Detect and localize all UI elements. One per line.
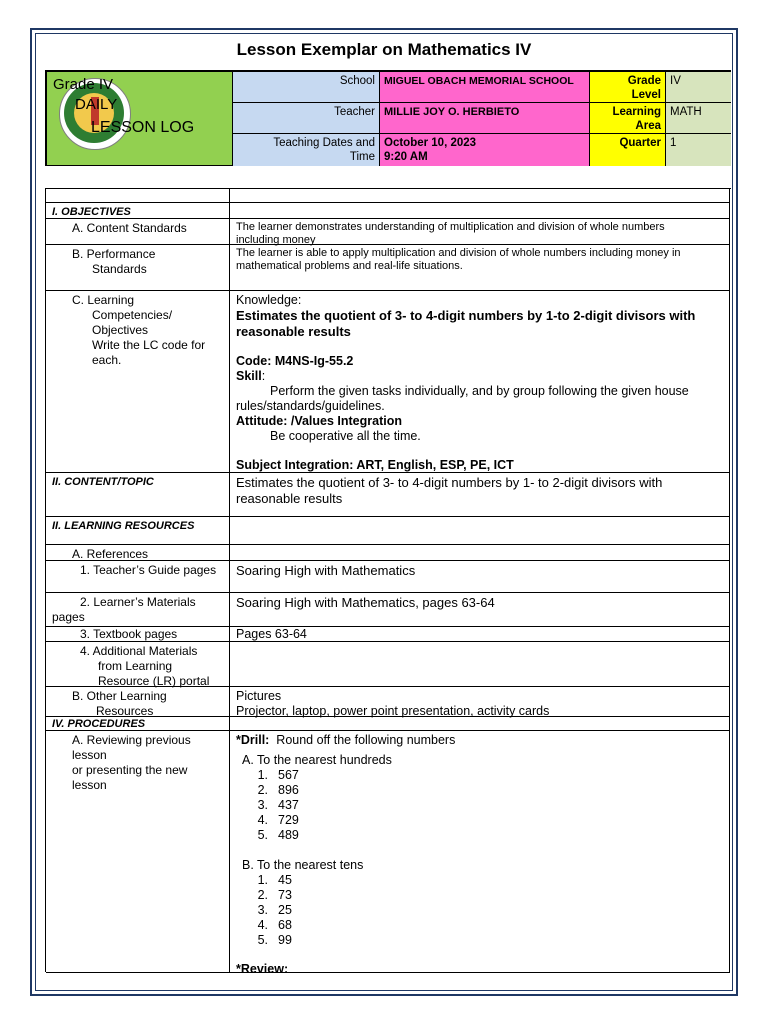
content-topic-value: Estimates the quotient of 3- to 4-digit numbers by 1- to 2-digit divisors with reasonable results: [230, 473, 730, 516]
learning-competencies-value: Knowledge: Estimates the quotient of 3- to 4-digit numbers by 1-to 2-digit divisors with reasonable results Code: M4NS-Ig-55.2 Skill: Perform the given tasks individually, and by group following the given house rules/standards/guidelines. Attitude: /Values Integration Be cooperative all the time. Subject Integration: ART, English, ESP, PE, ICT: [230, 291, 730, 472]
list-number: 4.: [257, 813, 268, 827]
learners-materials-label: 2. Learner’s Materials pages: [46, 593, 230, 626]
procedures-label: IV. PROCEDURES: [46, 717, 230, 730]
table-row-content-topic: [46, 473, 730, 517]
hundreds-list: [236, 768, 723, 843]
list-item: [236, 888, 723, 903]
list-value: 729: [278, 813, 299, 827]
list-item: [236, 918, 723, 933]
learning-area-label: Learning Area: [590, 103, 666, 134]
learning-area-value: MATH: [666, 103, 731, 134]
teachers-guide-value: Soaring High with Mathematics: [230, 561, 730, 592]
table-row-objectives: [46, 203, 730, 219]
reviewing-value: *Drill: Round off the following numbers A. To the nearest hundreds 1. 567 2. 896 3. 437 4. 729 5. 489 B. To the nearest tens 1. 45 2. 73 3. 25 4. 68 5. 99 *Review:: [230, 731, 730, 972]
list-number: 1.: [257, 768, 268, 782]
textbook-value: Pages 63-64: [230, 627, 730, 641]
learning-competencies-label: C. Learning Competencies/ Objectives Write the LC code for each.: [46, 291, 230, 472]
list-value: 25: [278, 903, 292, 917]
learning-resources-label: II. LEARNING RESOURCES: [46, 517, 230, 544]
list-number: 3.: [257, 798, 268, 812]
table-row-other-learning-resources: [46, 687, 730, 717]
school-value: MIGUEL OBACH MEMORIAL SCHOOL: [380, 72, 590, 103]
list-value: 45: [278, 873, 292, 887]
teacher-value: MILLIE JOY O. HERBIETO: [380, 103, 590, 134]
table-row-procedures: [46, 717, 730, 731]
list-value: 567: [278, 768, 299, 782]
dates-value: October 10, 2023 9:20 AM: [380, 134, 590, 166]
list-item: [236, 873, 723, 888]
list-value: 437: [278, 798, 299, 812]
additional-materials-label: 4. Additional Materials from Learning Resource (LR) portal: [46, 642, 230, 686]
table-row-performance-standards: [46, 245, 730, 291]
table-row-learners-materials: [46, 593, 730, 627]
review-label: *Review:: [236, 962, 289, 976]
learners-materials-value: Soaring High with Mathematics, pages 63-64: [230, 593, 730, 626]
content-standards-value: The learner demonstrates understanding of multiplication and division of whole numbers including money: [230, 219, 730, 244]
list-item: [236, 828, 723, 843]
table-row-additional-materials: [46, 642, 730, 687]
grade-level-label: Grade Level: [590, 72, 666, 103]
list-item: [236, 798, 723, 813]
list-number: 2.: [257, 888, 268, 902]
school-label: School: [233, 72, 380, 103]
references-label: A. References: [46, 545, 230, 560]
list-number: 1.: [257, 873, 268, 887]
table-row-blank: [46, 189, 730, 203]
table-row-content-standards: [46, 219, 730, 245]
tens-list: [236, 873, 723, 948]
list-item: [236, 768, 723, 783]
lesson-table: [45, 188, 731, 976]
list-item: [236, 933, 723, 948]
textbook-label: 3. Textbook pages: [46, 627, 230, 641]
list-number: 3.: [257, 903, 268, 917]
content-standards-label: A. Content Standards: [46, 219, 230, 244]
grade-level-value: IV: [666, 72, 731, 103]
performance-standards-value: The learner is able to apply multiplication and division of whole numbers including money in mathematical problems and real-life situations.: [230, 245, 730, 290]
lesson-log-title: LESSON LOG: [91, 119, 195, 136]
list-item: [236, 783, 723, 798]
objectives-heading: I. OBJECTIVES: [46, 203, 230, 218]
table-row-textbook: [46, 627, 730, 642]
other-learning-resources-label: B. Other Learning Resources: [46, 687, 230, 716]
content-topic-label: II. CONTENT/TOPIC: [46, 473, 230, 516]
list-number: 4.: [257, 918, 268, 932]
table-row-teachers-guide: [46, 561, 730, 593]
list-number: 5.: [257, 933, 268, 947]
list-item: [236, 903, 723, 918]
document-title: Lesson Exemplar on Mathematics IV: [236, 40, 532, 59]
dates-label: Teaching Dates and Time: [233, 134, 380, 166]
list-value: 99: [278, 933, 292, 947]
list-item: [236, 813, 723, 828]
tens-heading: B. To the nearest tens: [242, 858, 364, 872]
table-row-reviewing: [46, 731, 730, 976]
list-value: 489: [278, 828, 299, 842]
hundreds-heading: A. To the nearest hundreds: [242, 753, 392, 767]
list-value: 73: [278, 888, 292, 902]
grade-title: Grade IV: [53, 76, 114, 93]
table-row-learning-competencies: [46, 291, 730, 473]
table-row-references: [46, 545, 730, 561]
other-learning-resources-value: Pictures Projector, laptop, power point presentation, activity cards: [230, 687, 730, 716]
table-row-learning-resources: [46, 517, 730, 545]
daily-lesson-log-cell: [47, 72, 233, 166]
list-number: 2.: [257, 783, 268, 797]
daily-title: DAILY: [75, 96, 118, 113]
teacher-label: Teacher: [233, 103, 380, 134]
list-value: 68: [278, 918, 292, 932]
list-value: 896: [278, 783, 299, 797]
teachers-guide-label: 1. Teacher’s Guide pages: [46, 561, 230, 592]
list-number: 5.: [257, 828, 268, 842]
performance-standards-label: B. Performance Standards: [46, 245, 230, 290]
header-table: [45, 70, 731, 166]
quarter-label: Quarter: [590, 134, 666, 166]
quarter-value: 1: [666, 134, 731, 166]
reviewing-label: A. Reviewing previous lesson or presenting the new lesson: [46, 731, 230, 972]
